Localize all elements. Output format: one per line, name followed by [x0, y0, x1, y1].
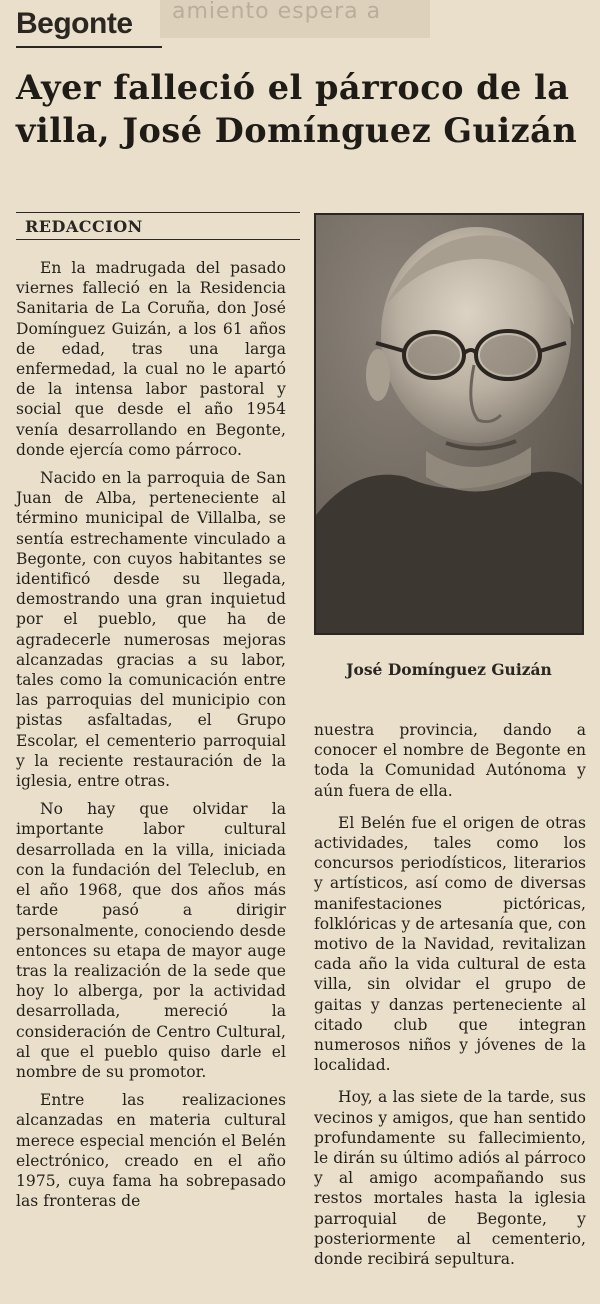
faded-clipping-text: amiento espera a [172, 0, 382, 24]
paragraph: El Belén fue el origen de otras actividades, tales como los concursos periodísticos, literarios y artísticos, así como de diversas manifestaciones pictóricas, folklóricas y de artesanía que, con motivo de la Navidad, revitalizan cada año la vida cultural de esta villa, sin olvidar el grupo de gaitas y danzas perteneciente al citado club que integran numerosos niños y jóvenes de la localidad. [314, 813, 586, 1075]
paragraph: En la madrugada del pasado viernes falleció en la Residencia Sanitaria de La Coruña, don José Domínguez Guizán, a los 61 años de edad, tras una larga enfermedad, la cual no le apartó de la intensa labor pastoral y social que desde el año 1954 venía desarrollando en Begonte, donde ejercía como párroco. [16, 259, 286, 459]
article-column-1 [16, 258, 286, 1211]
section-label: Begonte [16, 4, 162, 48]
article-column-2 [314, 720, 586, 1269]
paragraph: nuestra provincia, dando a conocer el nombre de Begonte en toda la Comunidad Autónoma y aún fuera de ella. [314, 721, 586, 800]
photo-caption: José Domínguez Guizán [346, 660, 552, 679]
paragraph: Nacido en la parroquia de San Juan de Alba, perteneciente al término municipal de Villalba, se sentía estrechamente vinculado a Begonte, con cuyos habitantes se identificó desde su llegada, demostrando una gran inquietud por el pueblo, que ha de agradecerle numerosas mejoras alcanzadas gracias a su labor, tales como la comunicación entre las parroquias del municipio con pistas asfaltadas, el Grupo Escolar, el cementerio parroquial y la reciente restauración de la iglesia, entre otras. [16, 469, 286, 791]
portrait-illustration [316, 215, 582, 633]
paragraph: Entre las realizaciones alcanzadas en materia cultural merece especial mención el Belén electrónico, creado en el año 1975, cuya fama ha sobrepasado las fronteras de [16, 1091, 286, 1211]
paragraph: Hoy, a las siete de la tarde, sus vecinos y amigos, que han sentido profundamente su fallecimiento, le dirán su último adiós al párroco y al amigo acompañando sus restos mortales hasta la iglesia parroquial de Begonte, y posteriormente al cementerio, donde recibirá sepultura. [314, 1088, 586, 1269]
portrait-photo [314, 213, 584, 635]
byline: REDACCION [16, 212, 300, 240]
headline: Ayer falleció el párroco de la villa, José Domínguez Guizán [16, 68, 578, 150]
paragraph: No hay que olvidar la importante labor cultural desarrollada en la villa, iniciada con la fundación del Teleclub, en el año 1968, que dos años más tarde pasó a dirigir personalmente, conociendo desde entonces su etapa de mayor auge tras la realización de la sede que hoy lo alberga, por la actividad desarrollada, mereció la consideración de Centro Cultural, al que el pueblo quiso darle el nombre de su promotor. [16, 800, 286, 1081]
